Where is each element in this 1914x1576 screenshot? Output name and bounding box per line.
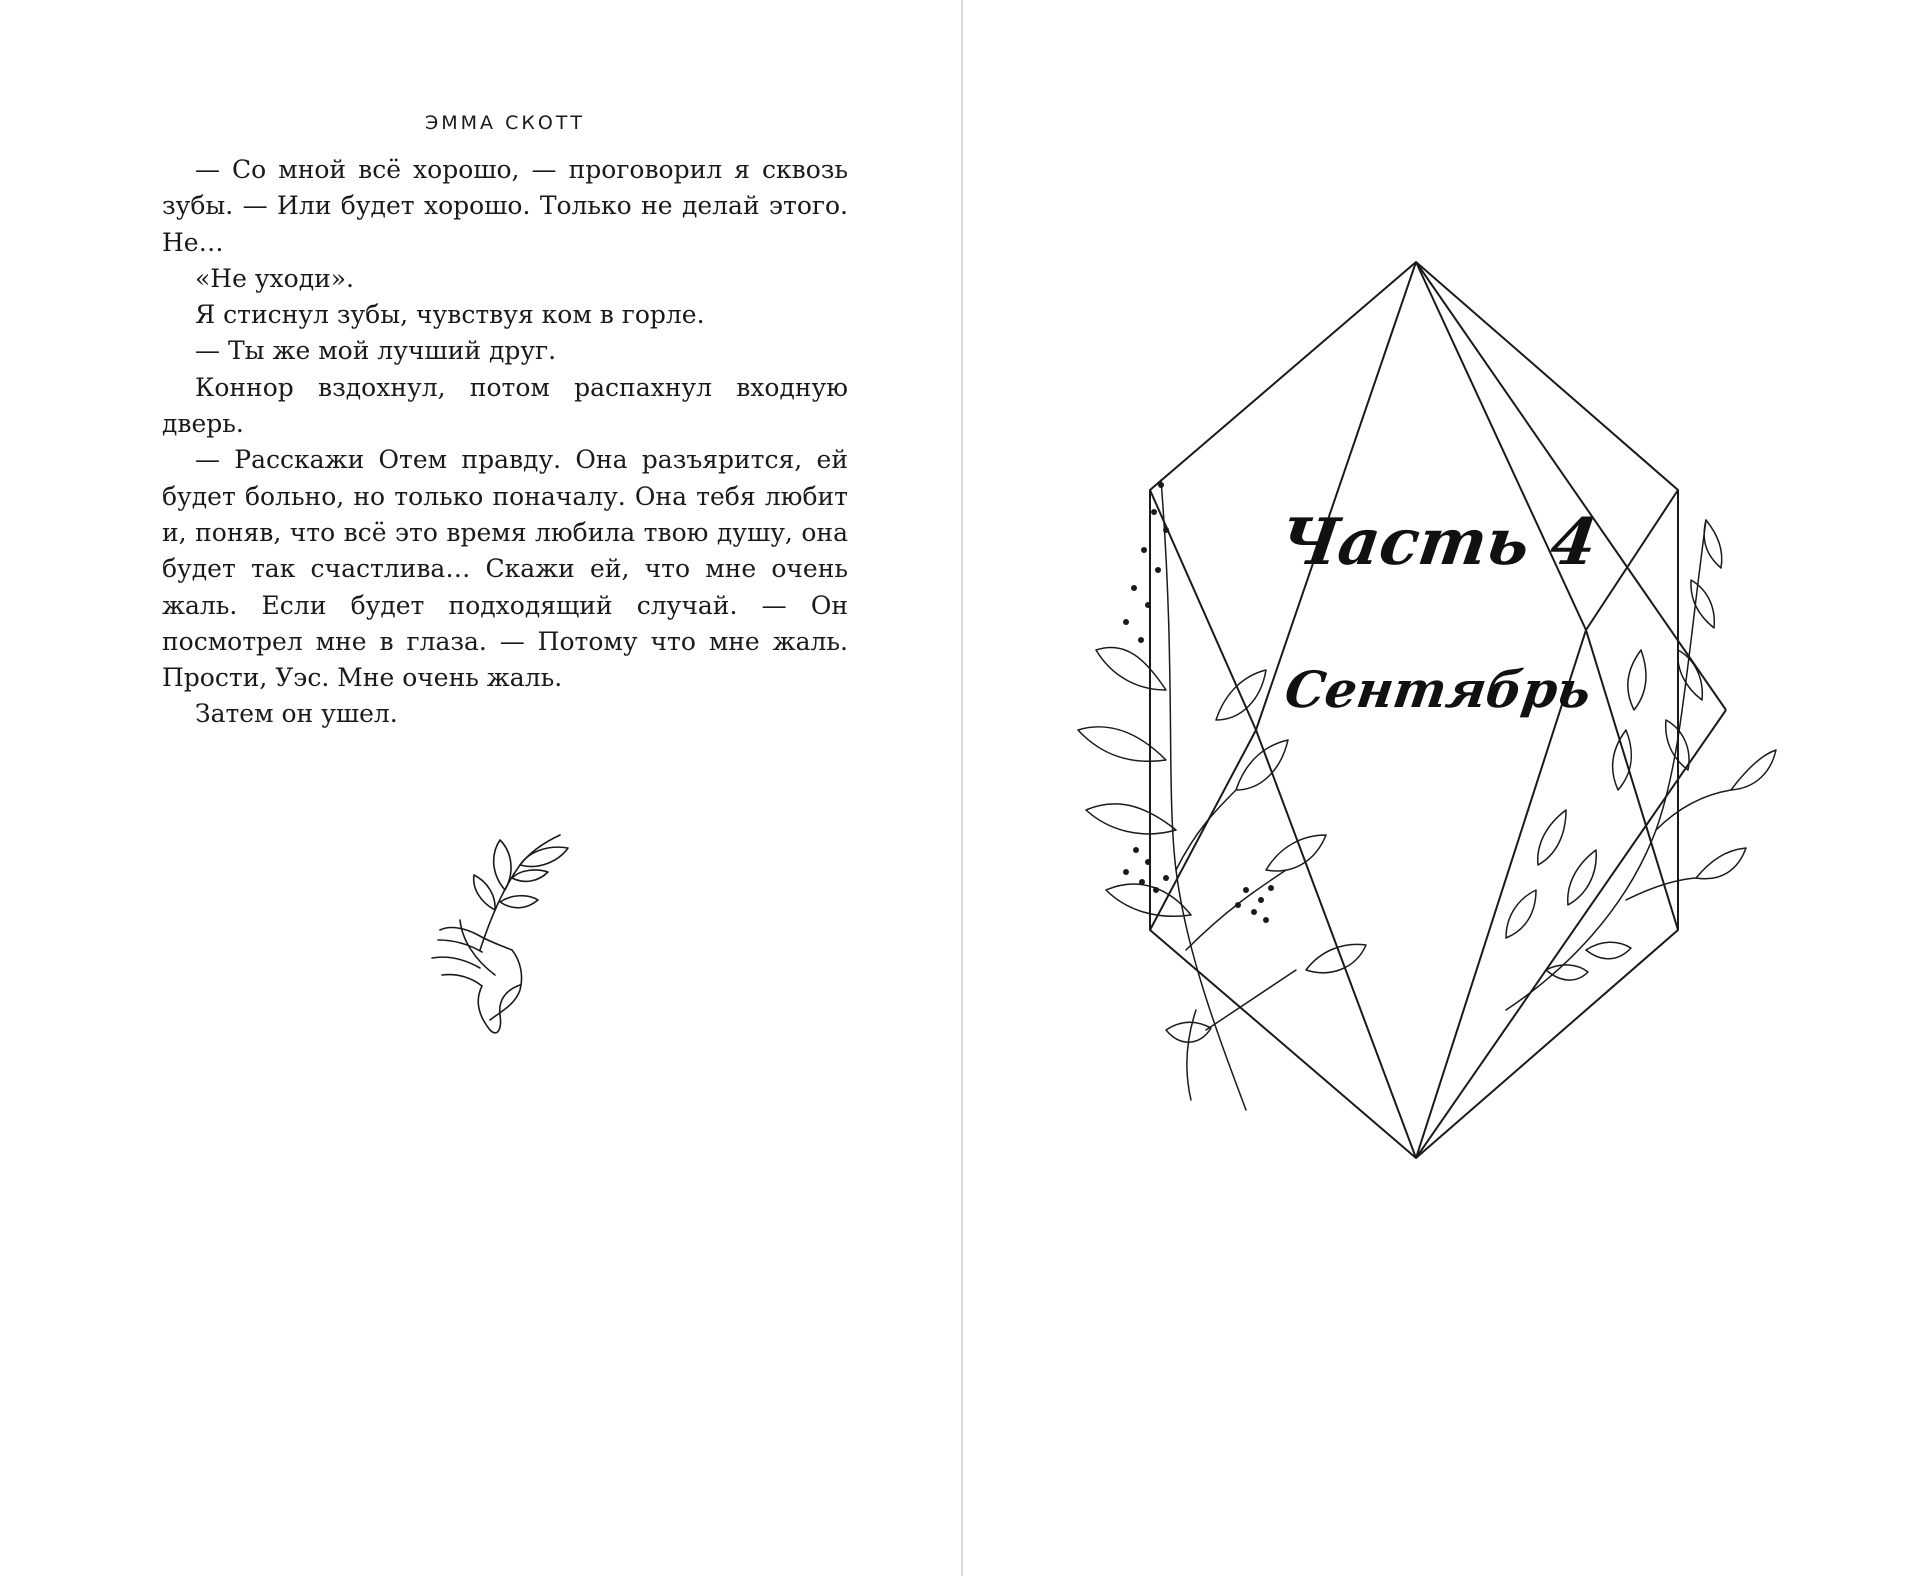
running-head: ЭММА СКОТТ (424, 112, 585, 134)
part-subtitle: Сентябрь (1281, 660, 1595, 719)
paragraph: Затем он ушел. (195, 699, 398, 729)
body-text (162, 152, 848, 733)
paragraph: — Со мной всё хорошо, — проговорил я сквозь зубы. — Или будет хорошо. Только не делай этого. Не… (162, 155, 848, 257)
paragraph: «Не уходи». (195, 263, 354, 293)
paragraph: — Ты же мой лучший друг. (195, 336, 557, 366)
hand-holding-sprig-icon (420, 790, 590, 1040)
part-title: Часть 4 (1274, 505, 1602, 580)
paragraph: Я стиснул зубы, чувствуя ком в горле. (195, 300, 705, 330)
paragraph: — Расскажи Отем правду. Она разъярится, ей будет больно, но только поначалу. Она тебя любит и, поняв, что всё это время любила твою душу, она будет так счастлива… Скажи ей, что мне очень жаль. Если будет подходящий случай. — Он посмотрел мне в глаза. — Потому что мне жаль. Прости, Уэс. Мне очень жаль. (162, 445, 848, 693)
right-page (963, 0, 1914, 1576)
paragraph: Коннор вздохнул, потом распахнул входную дверь. (162, 372, 848, 439)
